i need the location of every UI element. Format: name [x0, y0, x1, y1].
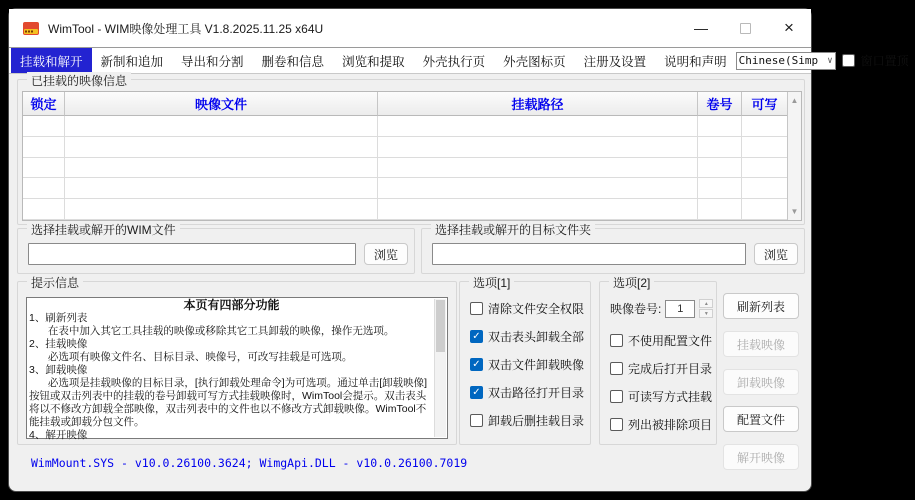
tab-browse-extract[interactable]: 浏览和提取: [342, 54, 405, 69]
hint-group: [17, 276, 457, 445]
option-label: 不使用配置文件: [628, 334, 713, 348]
volume-spin-up-icon[interactable]: ▲: [699, 299, 713, 308]
option-no-config-file[interactable]: [610, 332, 712, 349]
option-dblclick-file-checkbox[interactable]: [470, 358, 483, 371]
hint-line: 3、卸载映像: [29, 364, 88, 376]
mounted-images-table: [22, 91, 802, 221]
options1-group-title: 选项[1]: [469, 274, 514, 291]
option-rw-mount[interactable]: [610, 388, 712, 405]
config-file-button[interactable]: 配置文件: [723, 406, 799, 432]
option-dblclick-path-open[interactable]: [470, 384, 584, 401]
window-title: WimTool - WIM映像处理工具 V1.8.2025.11.25 x64U: [48, 21, 324, 36]
refresh-list-button[interactable]: 刷新列表: [723, 293, 799, 319]
maximize-button[interactable]: [723, 9, 767, 47]
wim-file-group-title: 选择挂载或解开的WIM文件: [27, 221, 180, 238]
hint-scrollbar-thumb[interactable]: [436, 300, 445, 352]
driver-version-status: WimMount.SYS - v10.0.26100.3624; WimgApi.DLL - v10.0.26100.7019: [31, 456, 468, 470]
tab-about[interactable]: 说明和声明: [664, 54, 727, 69]
table-scrollbar[interactable]: [787, 92, 801, 220]
table-row[interactable]: [23, 116, 787, 137]
mounted-images-group-title: 已挂载的映像信息: [27, 72, 131, 89]
option-no-config-checkbox[interactable]: [610, 334, 623, 347]
option-label: 双击路径打开目录: [488, 386, 585, 400]
hint-line: 必选项是挂载映像的目标目录，[执行卸载处理命令]为可选项。通过单击[卸载映像]按钮或双击列表中的挂载的卷号卸载可写方式挂载映像时，WimTool会提示。双击表头将以不修改方卸载全部映像，双击列表中的文件也以不修改方式卸载映像。WimTool不能挂载或卸载分包文件。: [29, 377, 428, 428]
option-rw-mount-checkbox[interactable]: [610, 390, 623, 403]
unmount-image-button[interactable]: 卸载映像: [723, 369, 799, 395]
tab-create-append[interactable]: 新制和追加: [100, 54, 164, 69]
tab-shell-icon[interactable]: 外壳图标页: [503, 54, 566, 69]
topmost-checkbox-label: 窗口置顶: [860, 54, 909, 68]
hint-line: 在表中加入其它工具挂载的映像或移除其它工具卸载的映像，操作无选项。: [47, 325, 395, 337]
topmost-checkbox[interactable]: [842, 54, 855, 67]
image-volume-row: [610, 299, 713, 318]
titlebar[interactable]: [9, 9, 811, 47]
options2-group-title: 选项[2]: [609, 274, 654, 291]
options2-group: [599, 276, 717, 445]
image-volume-label: 映像卷号:: [610, 302, 662, 316]
tab-register-settings[interactable]: 注册及设置: [583, 54, 647, 69]
hint-line: 必选项有映像文件名、目标目录、映像号，可改写挂载是可选项。: [47, 351, 353, 363]
unpack-image-button[interactable]: 解开映像: [723, 444, 799, 470]
option-delete-mountdir-checkbox[interactable]: [470, 414, 483, 427]
option-dblclick-path-checkbox[interactable]: [470, 386, 483, 399]
table-row[interactable]: [23, 137, 787, 158]
option-dblclick-header-checkbox[interactable]: [470, 330, 483, 343]
table-header-row[interactable]: [23, 92, 787, 116]
volume-spin-down-icon[interactable]: ▼: [699, 309, 713, 318]
minimize-button[interactable]: —: [694, 20, 708, 36]
option-delete-mountdir-after[interactable]: [470, 412, 584, 429]
option-label: 可读写方式挂载: [628, 390, 713, 404]
wimtool-app-icon: [23, 21, 40, 36]
wim-file-browse-button[interactable]: 浏览: [364, 243, 408, 265]
option-clear-acl[interactable]: [470, 300, 584, 317]
option-label: 列出被排除项目: [628, 418, 713, 432]
option-label: 完成后打开目录: [628, 362, 713, 376]
hint-line: 1、刷新列表: [29, 312, 88, 324]
column-header-lock[interactable]: 锁定: [23, 92, 65, 116]
tab-mount-unpack[interactable]: 挂载和解开: [11, 48, 92, 73]
table-row[interactable]: [23, 178, 787, 199]
column-header-image-file[interactable]: 映像文件: [65, 92, 378, 116]
option-open-dir-checkbox[interactable]: [610, 362, 623, 375]
target-folder-browse-button[interactable]: 浏览: [754, 243, 798, 265]
chevron-down-icon: ∨: [827, 55, 833, 66]
scroll-up-icon[interactable]: ▲: [790, 96, 799, 105]
mounted-images-group: [17, 74, 805, 225]
hint-group-title: 提示信息: [27, 274, 83, 291]
column-header-writable[interactable]: 可写: [742, 92, 787, 116]
target-folder-input[interactable]: [432, 243, 746, 265]
option-label: 卸载后删挂载目录: [488, 414, 585, 428]
close-button[interactable]: ×: [784, 18, 794, 37]
wimtool-window: [8, 8, 909, 492]
mount-image-button[interactable]: 挂载映像: [723, 331, 799, 357]
image-volume-input[interactable]: 1: [665, 300, 695, 318]
hint-heading: 本页有四部分功能: [183, 298, 280, 312]
tab-delete-info[interactable]: 删卷和信息: [261, 54, 325, 69]
options1-group: [459, 276, 591, 445]
column-header-mount-path[interactable]: 挂载路径: [378, 92, 698, 116]
option-open-dir-after[interactable]: [610, 360, 712, 377]
wim-file-group: [17, 223, 415, 274]
tab-export-split[interactable]: 导出和分割: [181, 54, 244, 69]
hint-textbox[interactable]: [26, 297, 448, 439]
target-folder-group: [421, 223, 805, 274]
language-select[interactable]: [736, 52, 836, 70]
tab-shell-exec[interactable]: 外壳执行页: [422, 54, 486, 69]
option-label: 清除文件安全权限: [488, 302, 585, 316]
table-row[interactable]: [23, 158, 787, 179]
option-label: 双击表头卸载全部: [488, 330, 585, 344]
option-list-excluded[interactable]: [610, 416, 712, 433]
tab-strip: [9, 47, 909, 74]
table-row[interactable]: [23, 199, 787, 220]
option-list-excluded-checkbox[interactable]: [610, 418, 623, 431]
option-label: 双击文件卸载映像: [488, 358, 585, 372]
option-clear-acl-checkbox[interactable]: [470, 302, 483, 315]
scroll-down-icon[interactable]: ▼: [790, 207, 799, 216]
column-header-volume[interactable]: 卷号: [698, 92, 742, 116]
hint-line: 2、挂载映像: [29, 338, 88, 350]
option-dblclick-file-unmount[interactable]: [470, 356, 584, 373]
wim-file-input[interactable]: [28, 243, 356, 265]
hint-line: 4、解开映像: [29, 429, 88, 441]
language-select-value: Chinese(Simp: [738, 54, 819, 67]
option-dblclick-header-unmount-all[interactable]: [470, 328, 584, 345]
maximize-icon: [740, 23, 751, 34]
hint-scrollbar[interactable]: [434, 299, 446, 437]
target-folder-group-title: 选择挂载或解开的目标文件夹: [431, 221, 595, 238]
